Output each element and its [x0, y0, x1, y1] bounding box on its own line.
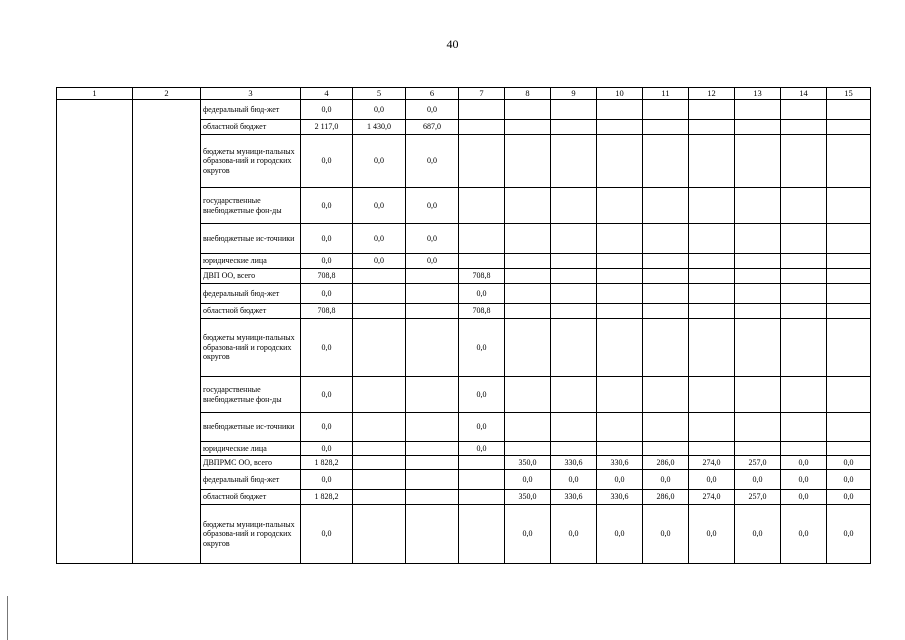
value-cell: 1 828,2: [301, 490, 353, 505]
value-cell: 0,0: [301, 224, 353, 254]
value-cell: [597, 100, 643, 120]
value-cell: 0,0: [459, 413, 505, 442]
row-label-cell: федеральный бюд-жет: [201, 100, 301, 120]
value-cell: [781, 319, 827, 377]
value-cell: [551, 120, 597, 135]
row-label-cell: федеральный бюд-жет: [201, 284, 301, 304]
budget-table: [56, 87, 871, 564]
value-cell: 708,8: [459, 269, 505, 284]
value-cell: [505, 319, 551, 377]
value-cell: [689, 269, 735, 284]
value-cell: 0,0: [353, 135, 406, 188]
value-cell: 257,0: [735, 456, 781, 470]
value-cell: [353, 490, 406, 505]
value-cell: [597, 224, 643, 254]
value-cell: [459, 224, 505, 254]
value-cell: [551, 377, 597, 413]
value-cell: [505, 100, 551, 120]
value-cell: [551, 413, 597, 442]
value-cell: [459, 505, 505, 564]
value-cell: 708,8: [301, 269, 353, 284]
row-label-cell: ДВПРМС ОО, всего: [201, 456, 301, 470]
value-cell: 0,0: [301, 505, 353, 564]
value-cell: [551, 284, 597, 304]
column-header: 14: [781, 88, 827, 100]
value-cell: [597, 284, 643, 304]
value-cell: [551, 135, 597, 188]
row-label-cell: ДВП ОО, всего: [201, 269, 301, 284]
value-cell: 0,0: [353, 100, 406, 120]
value-cell: [735, 442, 781, 456]
column-header: 3: [201, 88, 301, 100]
column-header: 13: [735, 88, 781, 100]
row-label-cell: юридические лица: [201, 442, 301, 456]
value-cell: 0,0: [353, 254, 406, 269]
value-cell: 0,0: [301, 188, 353, 224]
value-cell: 1 828,2: [301, 456, 353, 470]
value-cell: [643, 284, 689, 304]
value-cell: [827, 377, 871, 413]
value-cell: [551, 254, 597, 269]
value-cell: 0,0: [551, 470, 597, 490]
value-cell: [781, 269, 827, 284]
row-label-cell: федеральный бюд-жет: [201, 470, 301, 490]
value-cell: 0,0: [301, 100, 353, 120]
value-cell: 0,0: [827, 490, 871, 505]
column-header: 7: [459, 88, 505, 100]
value-cell: [597, 377, 643, 413]
value-cell: [827, 284, 871, 304]
value-cell: 350,0: [505, 490, 551, 505]
value-cell: [406, 304, 459, 319]
row-label-cell: бюджеты муници-пальных образова-ний и городских округов: [201, 319, 301, 377]
value-cell: 257,0: [735, 490, 781, 505]
value-cell: [689, 100, 735, 120]
value-cell: [689, 284, 735, 304]
value-cell: 687,0: [406, 120, 459, 135]
value-cell: [689, 377, 735, 413]
value-cell: 0,0: [459, 284, 505, 304]
margin-line: [7, 596, 8, 640]
row-label-cell: государственные внебюджетные фон-ды: [201, 188, 301, 224]
value-cell: [406, 470, 459, 490]
value-cell: [459, 470, 505, 490]
value-cell: 0,0: [827, 456, 871, 470]
value-cell: 0,0: [459, 442, 505, 456]
value-cell: [643, 269, 689, 284]
value-cell: [827, 100, 871, 120]
value-cell: [459, 490, 505, 505]
value-cell: 0,0: [735, 470, 781, 490]
value-cell: [406, 413, 459, 442]
value-cell: 0,0: [301, 254, 353, 269]
value-cell: [353, 413, 406, 442]
value-cell: [551, 100, 597, 120]
value-cell: [735, 254, 781, 269]
value-cell: [353, 470, 406, 490]
column-header: 2: [133, 88, 201, 100]
value-cell: [689, 254, 735, 269]
value-cell: [597, 304, 643, 319]
value-cell: [505, 120, 551, 135]
value-cell: 0,0: [643, 470, 689, 490]
value-cell: 0,0: [301, 470, 353, 490]
value-cell: [353, 456, 406, 470]
value-cell: [406, 456, 459, 470]
value-cell: [551, 224, 597, 254]
value-cell: [353, 377, 406, 413]
value-cell: [406, 319, 459, 377]
row-label-cell: областной бюджет: [201, 304, 301, 319]
value-cell: [827, 120, 871, 135]
value-cell: [459, 135, 505, 188]
value-cell: [735, 120, 781, 135]
value-cell: [735, 319, 781, 377]
value-cell: [505, 442, 551, 456]
value-cell: [781, 442, 827, 456]
value-cell: 0,0: [781, 470, 827, 490]
row-label-cell: государственные внебюджетные фон-ды: [201, 377, 301, 413]
value-cell: [551, 188, 597, 224]
value-cell: [735, 377, 781, 413]
value-cell: 0,0: [406, 100, 459, 120]
row-label-cell: областной бюджет: [201, 490, 301, 505]
value-cell: 0,0: [301, 135, 353, 188]
value-cell: [735, 269, 781, 284]
value-cell: [353, 284, 406, 304]
value-cell: [643, 100, 689, 120]
value-cell: 0,0: [459, 377, 505, 413]
value-cell: [689, 413, 735, 442]
row-label-cell: юридические лица: [201, 254, 301, 269]
value-cell: [735, 224, 781, 254]
value-cell: 0,0: [406, 188, 459, 224]
value-cell: 0,0: [827, 505, 871, 564]
value-cell: [505, 224, 551, 254]
value-cell: 0,0: [406, 224, 459, 254]
value-cell: [781, 100, 827, 120]
value-cell: 0,0: [301, 413, 353, 442]
value-cell: [689, 224, 735, 254]
value-cell: [689, 120, 735, 135]
row-label-cell: внебюджетные ис-точники: [201, 413, 301, 442]
value-cell: [781, 284, 827, 304]
column-header: 9: [551, 88, 597, 100]
value-cell: [781, 377, 827, 413]
value-cell: [551, 319, 597, 377]
value-cell: [505, 413, 551, 442]
table-row: [57, 100, 871, 120]
header-row: [57, 88, 871, 100]
value-cell: [643, 120, 689, 135]
value-cell: [551, 304, 597, 319]
value-cell: 274,0: [689, 490, 735, 505]
value-cell: [781, 224, 827, 254]
row-label-cell: бюджеты муници-пальных образова-ний и городских округов: [201, 135, 301, 188]
value-cell: [597, 269, 643, 284]
value-cell: [505, 254, 551, 269]
value-cell: 0,0: [597, 470, 643, 490]
column-header: 8: [505, 88, 551, 100]
value-cell: [406, 505, 459, 564]
value-cell: [406, 377, 459, 413]
value-cell: [735, 284, 781, 304]
value-cell: 0,0: [689, 505, 735, 564]
col1-merged-cell: [57, 100, 133, 564]
value-cell: [643, 224, 689, 254]
value-cell: 0,0: [505, 470, 551, 490]
value-cell: 0,0: [406, 254, 459, 269]
value-cell: [597, 413, 643, 442]
value-cell: 0,0: [689, 470, 735, 490]
value-cell: [827, 188, 871, 224]
value-cell: [827, 442, 871, 456]
value-cell: [505, 377, 551, 413]
value-cell: 0,0: [301, 377, 353, 413]
value-cell: [353, 442, 406, 456]
value-cell: [643, 135, 689, 188]
value-cell: [406, 284, 459, 304]
value-cell: [353, 319, 406, 377]
value-cell: 0,0: [301, 284, 353, 304]
value-cell: [597, 442, 643, 456]
value-cell: [689, 188, 735, 224]
value-cell: [459, 188, 505, 224]
value-cell: [827, 254, 871, 269]
value-cell: 0,0: [781, 505, 827, 564]
value-cell: 1 430,0: [353, 120, 406, 135]
value-cell: [597, 120, 643, 135]
value-cell: [406, 490, 459, 505]
value-cell: 0,0: [406, 135, 459, 188]
value-cell: 286,0: [643, 456, 689, 470]
value-cell: [597, 135, 643, 188]
value-cell: [735, 100, 781, 120]
col2-merged-cell: [133, 100, 201, 564]
value-cell: 0,0: [353, 224, 406, 254]
value-cell: [643, 188, 689, 224]
value-cell: [781, 135, 827, 188]
value-cell: [781, 188, 827, 224]
value-cell: 0,0: [551, 505, 597, 564]
value-cell: [827, 135, 871, 188]
value-cell: 330,6: [551, 456, 597, 470]
value-cell: [827, 224, 871, 254]
value-cell: [505, 188, 551, 224]
value-cell: [459, 456, 505, 470]
value-cell: [643, 442, 689, 456]
value-cell: [505, 135, 551, 188]
column-header: 15: [827, 88, 871, 100]
value-cell: 0,0: [353, 188, 406, 224]
value-cell: [827, 413, 871, 442]
value-cell: 274,0: [689, 456, 735, 470]
column-header: 1: [57, 88, 133, 100]
value-cell: [459, 254, 505, 269]
value-cell: [735, 135, 781, 188]
value-cell: [735, 304, 781, 319]
value-cell: 330,6: [551, 490, 597, 505]
value-cell: 0,0: [301, 319, 353, 377]
value-cell: [643, 413, 689, 442]
value-cell: [597, 319, 643, 377]
page-number: 40: [446, 37, 459, 51]
value-cell: [505, 269, 551, 284]
value-cell: [781, 254, 827, 269]
value-cell: [353, 304, 406, 319]
value-cell: [643, 304, 689, 319]
value-cell: 0,0: [781, 490, 827, 505]
value-cell: 0,0: [597, 505, 643, 564]
value-cell: [827, 269, 871, 284]
column-header: 4: [301, 88, 353, 100]
value-cell: [551, 269, 597, 284]
value-cell: [735, 188, 781, 224]
value-cell: [551, 442, 597, 456]
value-cell: [353, 505, 406, 564]
value-cell: [781, 304, 827, 319]
value-cell: 0,0: [781, 456, 827, 470]
value-cell: 0,0: [301, 442, 353, 456]
value-cell: [735, 413, 781, 442]
value-cell: 0,0: [735, 505, 781, 564]
value-cell: [689, 304, 735, 319]
value-cell: [505, 284, 551, 304]
column-header: 5: [353, 88, 406, 100]
value-cell: 350,0: [505, 456, 551, 470]
value-cell: [406, 442, 459, 456]
value-cell: 2 117,0: [301, 120, 353, 135]
value-cell: 0,0: [505, 505, 551, 564]
row-label-cell: бюджеты муници-пальных образова-ний и городских округов: [201, 505, 301, 564]
value-cell: [827, 304, 871, 319]
value-cell: [643, 377, 689, 413]
value-cell: 0,0: [827, 470, 871, 490]
value-cell: 708,8: [301, 304, 353, 319]
column-header: 11: [643, 88, 689, 100]
value-cell: [597, 254, 643, 269]
value-cell: [689, 319, 735, 377]
value-cell: [597, 188, 643, 224]
value-cell: [406, 269, 459, 284]
value-cell: 0,0: [643, 505, 689, 564]
value-cell: 0,0: [459, 319, 505, 377]
value-cell: [827, 319, 871, 377]
value-cell: [353, 269, 406, 284]
column-header: 12: [689, 88, 735, 100]
value-cell: 708,8: [459, 304, 505, 319]
value-cell: [689, 442, 735, 456]
value-cell: [643, 254, 689, 269]
row-label-cell: областной бюджет: [201, 120, 301, 135]
value-cell: 330,6: [597, 456, 643, 470]
value-cell: 330,6: [597, 490, 643, 505]
value-cell: [459, 120, 505, 135]
value-cell: [459, 100, 505, 120]
value-cell: 286,0: [643, 490, 689, 505]
value-cell: [643, 319, 689, 377]
column-header: 6: [406, 88, 459, 100]
value-cell: [505, 304, 551, 319]
value-cell: [781, 120, 827, 135]
column-header: 10: [597, 88, 643, 100]
value-cell: [781, 413, 827, 442]
value-cell: [689, 135, 735, 188]
row-label-cell: внебюджетные ис-точники: [201, 224, 301, 254]
